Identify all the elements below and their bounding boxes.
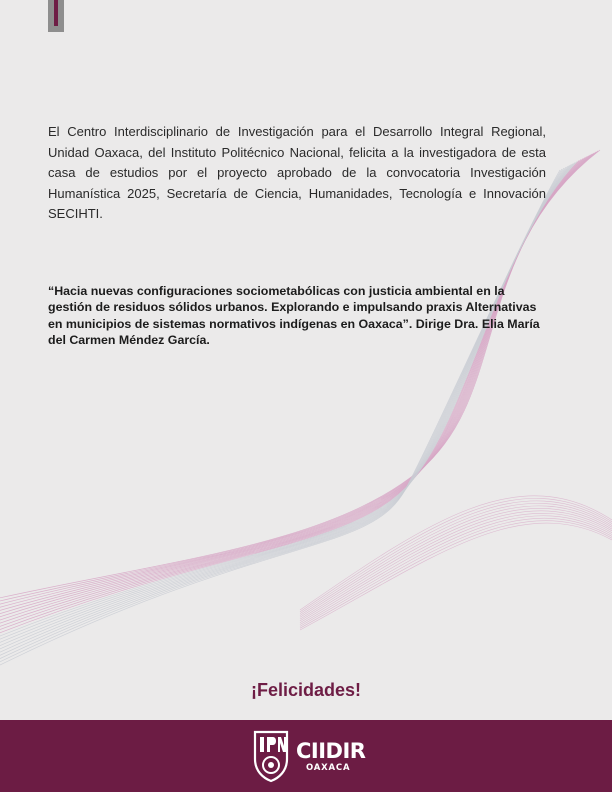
wave-line [300, 521, 612, 629]
congratulations-heading: ¡Felicidades! [250, 680, 362, 700]
wave-line [0, 161, 577, 640]
wave-line [0, 160, 579, 636]
wave-line [0, 166, 568, 656]
wave-line [0, 158, 585, 627]
ciidir-wordmark: CIIDIR [296, 739, 366, 763]
intro-paragraph: El Centro Interdisciplinario de Investigación para el Desarrollo Integral Regional, Unidad Oaxaca, del Instituto Politécnico Nacional, felicita a la investigadora de esta casa de estudios por el proyecto aprobado de la convocatoria Investigación Humanística 2025, Secretaría de Ciencia, Humanidades, Tecnología e Innovación SECIHTI. [48, 124, 546, 222]
wave-line [0, 170, 560, 670]
wave-line [0, 162, 575, 643]
wave-line [0, 157, 587, 624]
wave-line [0, 160, 581, 634]
ipn-logo-icon [251, 729, 291, 783]
wave-line [0, 163, 573, 646]
wave-line [0, 164, 571, 650]
wave-line [300, 506, 612, 617]
project-title-paragraph: “Hacia nuevas configuraciones sociometabólicas con justicia ambiental en la gestión de residuos sólidos urbanos. Explorando e impulsando praxis Alternativas en municipios de sistemas normativos indígenas en Oaxaca”. Dirige Dra. Elia María del Carmen Méndez García. [48, 284, 540, 347]
oaxaca-label: OAXACA [306, 763, 351, 773]
wave-line [0, 168, 564, 663]
wave-line [300, 523, 612, 630]
wave-line [0, 159, 583, 630]
